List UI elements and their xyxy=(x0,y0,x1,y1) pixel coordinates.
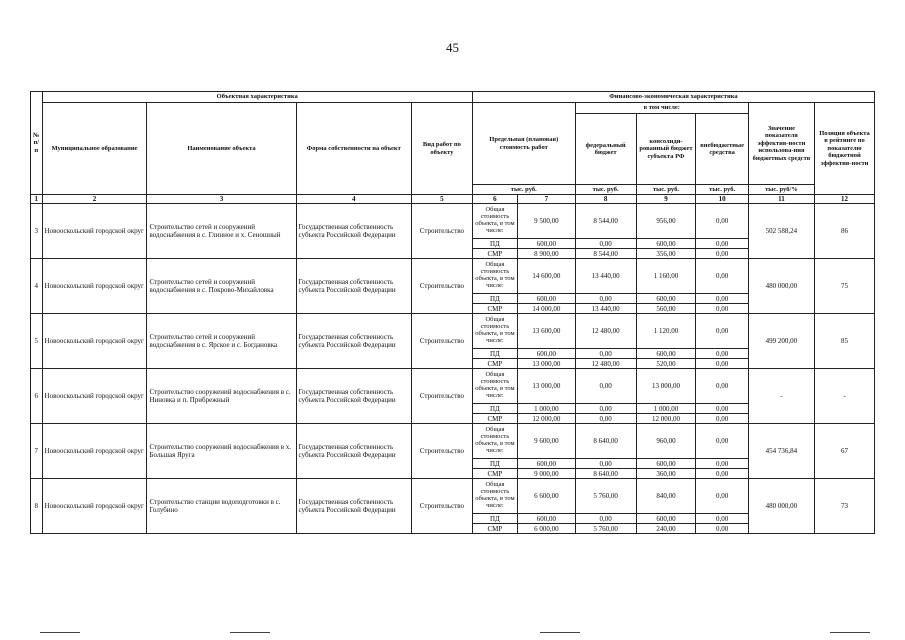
pd-label: ПД xyxy=(472,349,517,359)
smr-cost-value: 8 900,00 xyxy=(517,249,575,259)
header-federal: федеральный бюджет xyxy=(575,114,636,185)
smr-cost-value: 9 000,00 xyxy=(517,469,575,479)
smr-label: СМР xyxy=(472,469,517,479)
unit-consolidated: тыс. руб. xyxy=(636,185,696,195)
pd-label: ПД xyxy=(472,239,517,249)
municipality-cell: Новооскольский городской округ xyxy=(42,259,147,314)
row-number: 8 xyxy=(31,479,43,534)
row-number: 4 xyxy=(31,259,43,314)
work-type-cell: Строительство xyxy=(411,314,472,369)
edge-mark xyxy=(40,632,80,633)
pd-label: ПД xyxy=(472,459,517,469)
work-type-cell: Строительство xyxy=(411,369,472,424)
unit-planned-cost: тыс. руб. xyxy=(472,185,575,195)
header-ownership: Форма собственности на объект xyxy=(296,103,411,195)
federal-value: 12 480,00 xyxy=(575,314,636,349)
table-body xyxy=(31,204,875,534)
smr-consolidated-value: 560,00 xyxy=(636,304,696,314)
total-cost-value: 9 600,00 xyxy=(517,424,575,459)
smr-label: СМР xyxy=(472,304,517,314)
page-number: 45 xyxy=(446,40,459,55)
row-number: 3 xyxy=(31,204,43,259)
indicator-cell: - xyxy=(748,369,814,424)
municipality-cell: Новооскольский городской округ xyxy=(42,314,147,369)
financial-table xyxy=(30,91,875,534)
colnum-12: 12 xyxy=(814,195,874,204)
table-row xyxy=(31,259,875,294)
federal-value: 0,00 xyxy=(575,369,636,404)
table-row xyxy=(31,204,875,239)
edge-mark xyxy=(830,632,870,633)
smr-label: СМР xyxy=(472,524,517,534)
smr-label: СМР xyxy=(472,249,517,259)
smr-cost-value: 12 000,00 xyxy=(517,414,575,424)
federal-value: 5 760,00 xyxy=(575,479,636,514)
federal-value: 13 440,00 xyxy=(575,259,636,294)
header-extra: внебюджетные средства xyxy=(696,114,748,185)
total-cost-label: Общая стоимость объекта, в том числе: xyxy=(472,259,517,294)
colnum-8: 8 xyxy=(575,195,636,204)
smr-federal-value: 13 440,00 xyxy=(575,304,636,314)
object-name-cell: Строительство станции водоподготовки в с. Голубино xyxy=(147,479,296,534)
header-consolidated: консолиди-рованный бюджет субъекта РФ xyxy=(636,114,696,185)
colnum-1: 1 xyxy=(31,195,43,204)
pd-extra-value: 0,00 xyxy=(696,349,748,359)
pd-cost-value: 600,00 xyxy=(517,459,575,469)
object-name-cell: Строительство сетей и сооружений водоснабжения в с. Ярское и с. Богдановка xyxy=(147,314,296,369)
rating-cell: 86 xyxy=(814,204,874,259)
work-type-cell: Строительство xyxy=(411,204,472,259)
object-name-cell: Строительство сооружений водоснабжения в с. Ниновка и п. Прибрежный xyxy=(147,369,296,424)
row-number: 6 xyxy=(31,369,43,424)
smr-label: СМР xyxy=(472,359,517,369)
smr-extra-value: 0,00 xyxy=(696,249,748,259)
colnum-2: 2 xyxy=(42,195,147,204)
colnum-3: 3 xyxy=(147,195,296,204)
smr-cost-value: 14 000,00 xyxy=(517,304,575,314)
consolidated-value: 956,00 xyxy=(636,204,696,239)
pd-consolidated-value: 600,00 xyxy=(636,459,696,469)
pd-federal-value: 0,00 xyxy=(575,294,636,304)
extra-value: 0,00 xyxy=(696,314,748,349)
smr-extra-value: 0,00 xyxy=(696,304,748,314)
pd-label: ПД xyxy=(472,294,517,304)
header-municipality: Муниципальное образование xyxy=(42,103,147,195)
table-row xyxy=(31,369,875,404)
total-cost-value: 14 600,00 xyxy=(517,259,575,294)
pd-label: ПД xyxy=(472,404,517,414)
pd-federal-value: 0,00 xyxy=(575,239,636,249)
rating-cell: - xyxy=(814,369,874,424)
pd-cost-value: 600,00 xyxy=(517,349,575,359)
pd-cost-value: 600,00 xyxy=(517,239,575,249)
extra-value: 0,00 xyxy=(696,259,748,294)
pd-federal-value: 0,00 xyxy=(575,349,636,359)
pd-extra-value: 0,00 xyxy=(696,514,748,524)
header-work-type: Вид работ по объекту xyxy=(411,103,472,195)
smr-federal-value: 0,00 xyxy=(575,414,636,424)
total-cost-value: 6 600,00 xyxy=(517,479,575,514)
smr-federal-value: 5 760,00 xyxy=(575,524,636,534)
total-cost-label: Общая стоимость объекта, в том числе: xyxy=(472,369,517,404)
pd-extra-value: 0,00 xyxy=(696,239,748,249)
header-rating: Позиция объекта в рейтинге по показателю бюджетной эффектив-ности xyxy=(814,103,874,195)
smr-consolidated-value: 356,00 xyxy=(636,249,696,259)
smr-label: СМР xyxy=(472,414,517,424)
pd-consolidated-value: 1 000,00 xyxy=(636,404,696,414)
rating-cell: 85 xyxy=(814,314,874,369)
indicator-cell: 502 588,24 xyxy=(748,204,814,259)
edge-mark xyxy=(230,632,270,633)
table-row xyxy=(31,479,875,514)
pd-extra-value: 0,00 xyxy=(696,294,748,304)
colnum-10: 10 xyxy=(696,195,748,204)
object-name-cell: Строительство сетей и сооружений водоснабжения в с. Покрово-Михайловка xyxy=(147,259,296,314)
pd-consolidated-value: 600,00 xyxy=(636,514,696,524)
colnum-11: 11 xyxy=(748,195,814,204)
rating-cell: 75 xyxy=(814,259,874,314)
pd-cost-value: 1 000,00 xyxy=(517,404,575,414)
edge-mark xyxy=(540,632,580,633)
unit-federal: тыс. руб. xyxy=(575,185,636,195)
header-finance-group: Финансово-экономическая характеристика xyxy=(472,92,874,103)
ownership-cell: Государственная собственность субъекта Российской Федерации xyxy=(296,259,411,314)
pd-consolidated-value: 600,00 xyxy=(636,294,696,304)
pd-federal-value: 0,00 xyxy=(575,404,636,414)
unit-indicator: тыс. руб/% xyxy=(748,185,814,195)
header-object-name: Наименование объекта xyxy=(147,103,296,195)
unit-extra: тыс. руб. xyxy=(696,185,748,195)
table-row xyxy=(31,314,875,349)
header-object-group: Объектная характеристика xyxy=(42,92,472,103)
total-cost-value: 13 600,00 xyxy=(517,314,575,349)
smr-federal-value: 8 544,00 xyxy=(575,249,636,259)
rating-cell: 73 xyxy=(814,479,874,534)
work-type-cell: Строительство xyxy=(411,424,472,479)
consolidated-value: 1 160,00 xyxy=(636,259,696,294)
smr-consolidated-value: 360,00 xyxy=(636,469,696,479)
pd-cost-value: 600,00 xyxy=(517,514,575,524)
indicator-cell: 499 200,00 xyxy=(748,314,814,369)
work-type-cell: Строительство xyxy=(411,479,472,534)
header-indicator: Значение показателя эффектив-ности использова-ния бюджетных средств xyxy=(748,103,814,185)
consolidated-value: 13 000,00 xyxy=(636,369,696,404)
indicator-cell: 480 000,00 xyxy=(748,479,814,534)
total-cost-label: Общая стоимость объекта, в том числе: xyxy=(472,479,517,514)
pd-extra-value: 0,00 xyxy=(696,404,748,414)
municipality-cell: Новооскольский городской округ xyxy=(42,369,147,424)
federal-value: 8 544,00 xyxy=(575,204,636,239)
pd-federal-value: 0,00 xyxy=(575,514,636,524)
pd-federal-value: 0,00 xyxy=(575,459,636,469)
colnum-9: 9 xyxy=(636,195,696,204)
ownership-cell: Государственная собственность субъекта Российской Федерации xyxy=(296,369,411,424)
extra-value: 0,00 xyxy=(696,204,748,239)
municipality-cell: Новооскольский городской округ xyxy=(42,424,147,479)
smr-extra-value: 0,00 xyxy=(696,359,748,369)
pd-consolidated-value: 600,00 xyxy=(636,239,696,249)
table-row xyxy=(31,424,875,459)
total-cost-label: Общая стоимость объекта, в том числе: xyxy=(472,204,517,239)
total-cost-value: 13 000,00 xyxy=(517,369,575,404)
municipality-cell: Новооскольский городской округ xyxy=(42,479,147,534)
smr-extra-value: 0,00 xyxy=(696,469,748,479)
smr-extra-value: 0,00 xyxy=(696,414,748,424)
extra-value: 0,00 xyxy=(696,479,748,514)
municipality-cell: Новооскольский городской округ xyxy=(42,204,147,259)
consolidated-value: 840,00 xyxy=(636,479,696,514)
indicator-cell: 454 736,84 xyxy=(748,424,814,479)
object-name-cell: Строительство сооружений водоснабжения в х. Большая Яруга xyxy=(147,424,296,479)
pd-consolidated-value: 600,00 xyxy=(636,349,696,359)
pd-cost-value: 600,00 xyxy=(517,294,575,304)
colnum-7: 7 xyxy=(517,195,575,204)
colnum-4: 4 xyxy=(296,195,411,204)
total-cost-label: Общая стоимость объекта, в том числе: xyxy=(472,424,517,459)
colnum-6: 6 xyxy=(472,195,517,204)
smr-cost-value: 6 000,00 xyxy=(517,524,575,534)
row-number: 5 xyxy=(31,314,43,369)
rating-cell: 67 xyxy=(814,424,874,479)
extra-value: 0,00 xyxy=(696,424,748,459)
object-name-cell: Строительство сетей и сооружений водоснабжения в с. Глинное и х. Сеношный xyxy=(147,204,296,259)
ownership-cell: Государственная собственность субъекта Российской Федерации xyxy=(296,424,411,479)
smr-consolidated-value: 520,00 xyxy=(636,359,696,369)
colnum-5: 5 xyxy=(411,195,472,204)
smr-consolidated-value: 12 000,00 xyxy=(636,414,696,424)
smr-extra-value: 0,00 xyxy=(696,524,748,534)
consolidated-value: 960,00 xyxy=(636,424,696,459)
smr-consolidated-value: 240,00 xyxy=(636,524,696,534)
indicator-cell: 480 000,00 xyxy=(748,259,814,314)
pd-extra-value: 0,00 xyxy=(696,459,748,469)
ownership-cell: Государственная собственность субъекта Российской Федерации xyxy=(296,314,411,369)
smr-federal-value: 12 480,00 xyxy=(575,359,636,369)
work-type-cell: Строительство xyxy=(411,259,472,314)
total-cost-value: 9 500,00 xyxy=(517,204,575,239)
smr-cost-value: 13 000,00 xyxy=(517,359,575,369)
smr-federal-value: 8 640,00 xyxy=(575,469,636,479)
pd-label: ПД xyxy=(472,514,517,524)
ownership-cell: Государственная собственность субъекта Российской Федерации xyxy=(296,204,411,259)
extra-value: 0,00 xyxy=(696,369,748,404)
ownership-cell: Государственная собственность субъекта Российской Федерации xyxy=(296,479,411,534)
consolidated-value: 1 120,00 xyxy=(636,314,696,349)
row-number: 7 xyxy=(31,424,43,479)
header-num: № п/п xyxy=(31,92,43,195)
total-cost-label: Общая стоимость объекта, в том числе: xyxy=(472,314,517,349)
federal-value: 8 640,00 xyxy=(575,424,636,459)
header-planned-cost: Предельная (плановая) стоимость работ xyxy=(472,103,575,185)
header-including: в том числе: xyxy=(575,103,748,114)
